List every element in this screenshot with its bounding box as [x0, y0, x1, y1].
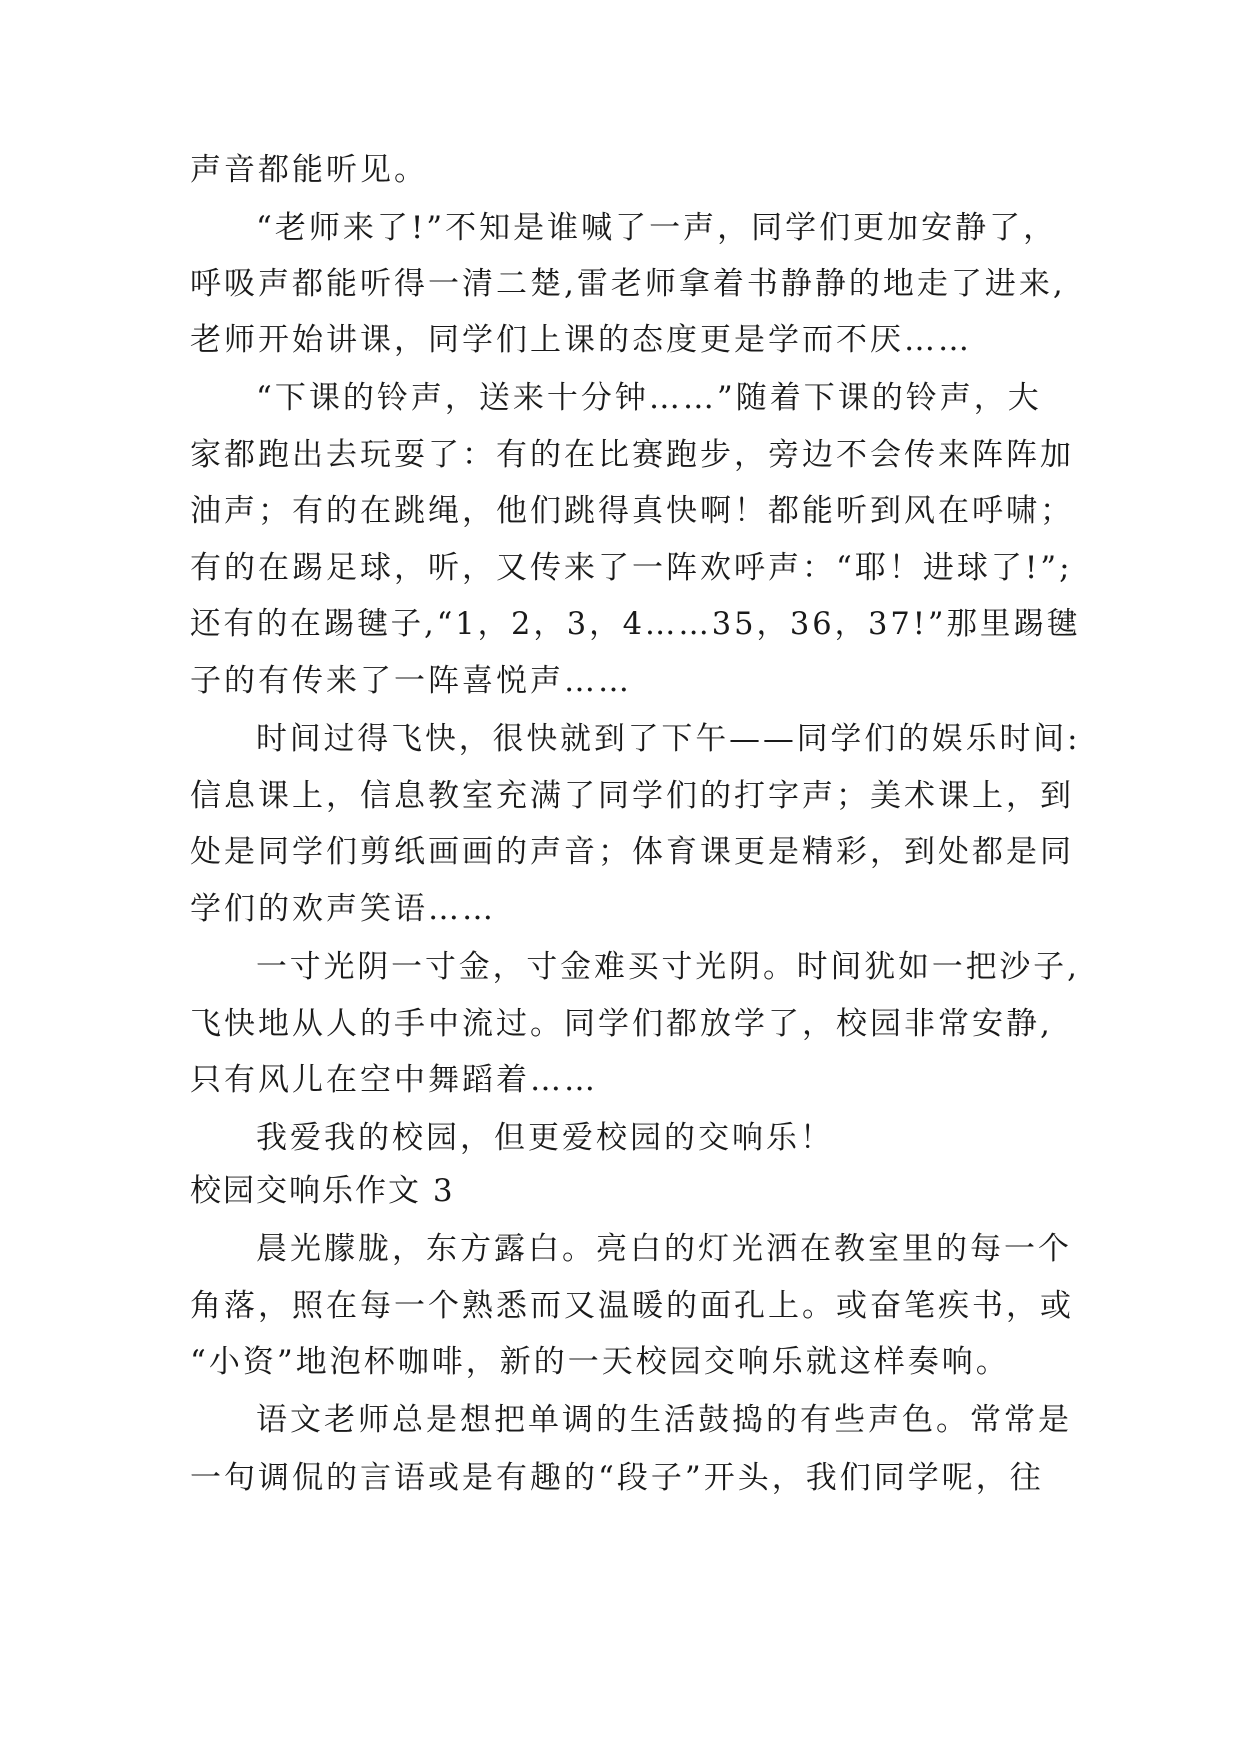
paragraph-start: 时间过得飞快，很快就到了下午——同学们的娱乐时间: [256, 721, 1081, 757]
text-line: 油声；有的在跳绳，他们跳得真快啊！都能听到风在呼啸； [190, 493, 1074, 529]
text-line: 声音都能听见。 [190, 152, 428, 188]
paragraph-start: 语文老师总是想把单调的生活鼓捣的有些声色。常常是 [256, 1402, 1072, 1438]
text-line: 子的有传来了一阵喜悦声…… [190, 663, 632, 699]
paragraph-start: 我爱我的校园，但更爱校园的交响乐！ [256, 1120, 834, 1156]
paragraph-start: 一寸光阴一寸金，寸金难买寸光阴。时间犹如一把沙子, [256, 949, 1080, 985]
text-line: 老师开始讲课，同学们上课的态度更是学而不厌…… [190, 322, 972, 358]
text-line: 学们的欢声笑语…… [190, 891, 496, 927]
text-line: 信息课上，信息教室充满了同学们的打字声；美术课上，到 [190, 778, 1074, 814]
text-line: 只有风儿在空中舞蹈着…… [190, 1062, 598, 1098]
paragraph-start: 晨光朦胧，东方露白。亮白的灯光洒在教室里的每一个 [256, 1231, 1072, 1267]
text-line: 飞快地从人的手中流过。同学们都放学了，校园非常安静, [190, 1006, 1053, 1042]
text-line: 一句调侃的言语或是有趣的“段子”开头，我们同学呢，往 [190, 1460, 1044, 1496]
text-line: “小资”地泡杯咖啡，新的一天校园交响乐就这样奏响。 [190, 1344, 1010, 1380]
text-line: 还有的在踢毽子,“1，2，3，4……35，36，37!”那里踢毽 [190, 606, 1081, 642]
text-line: 家都跑出去玩耍了：有的在比赛跑步，旁边不会传来阵阵加 [190, 437, 1074, 473]
text-line: 处是同学们剪纸画画的声音；体育课更是精彩，到处都是同 [190, 834, 1074, 870]
paragraph-start: “下课的铃声，送来十分钟……”随着下课的铃声，大 [256, 380, 1042, 416]
text-line: 有的在踢足球，听，又传来了一阵欢呼声：“耶！进球了!”; [190, 550, 1073, 586]
text-line: 呼吸声都能听得一清二楚,雷老师拿着书静静的地走了进来, [190, 266, 1066, 302]
section-heading: 校园交响乐作文 3 [190, 1173, 455, 1209]
text-line: 角落，照在每一个熟悉而又温暖的面孔上。或奋笔疾书，或 [190, 1288, 1074, 1324]
paragraph-start: “老师来了!”不知是谁喊了一声，同学们更加安静了， [256, 210, 1058, 246]
